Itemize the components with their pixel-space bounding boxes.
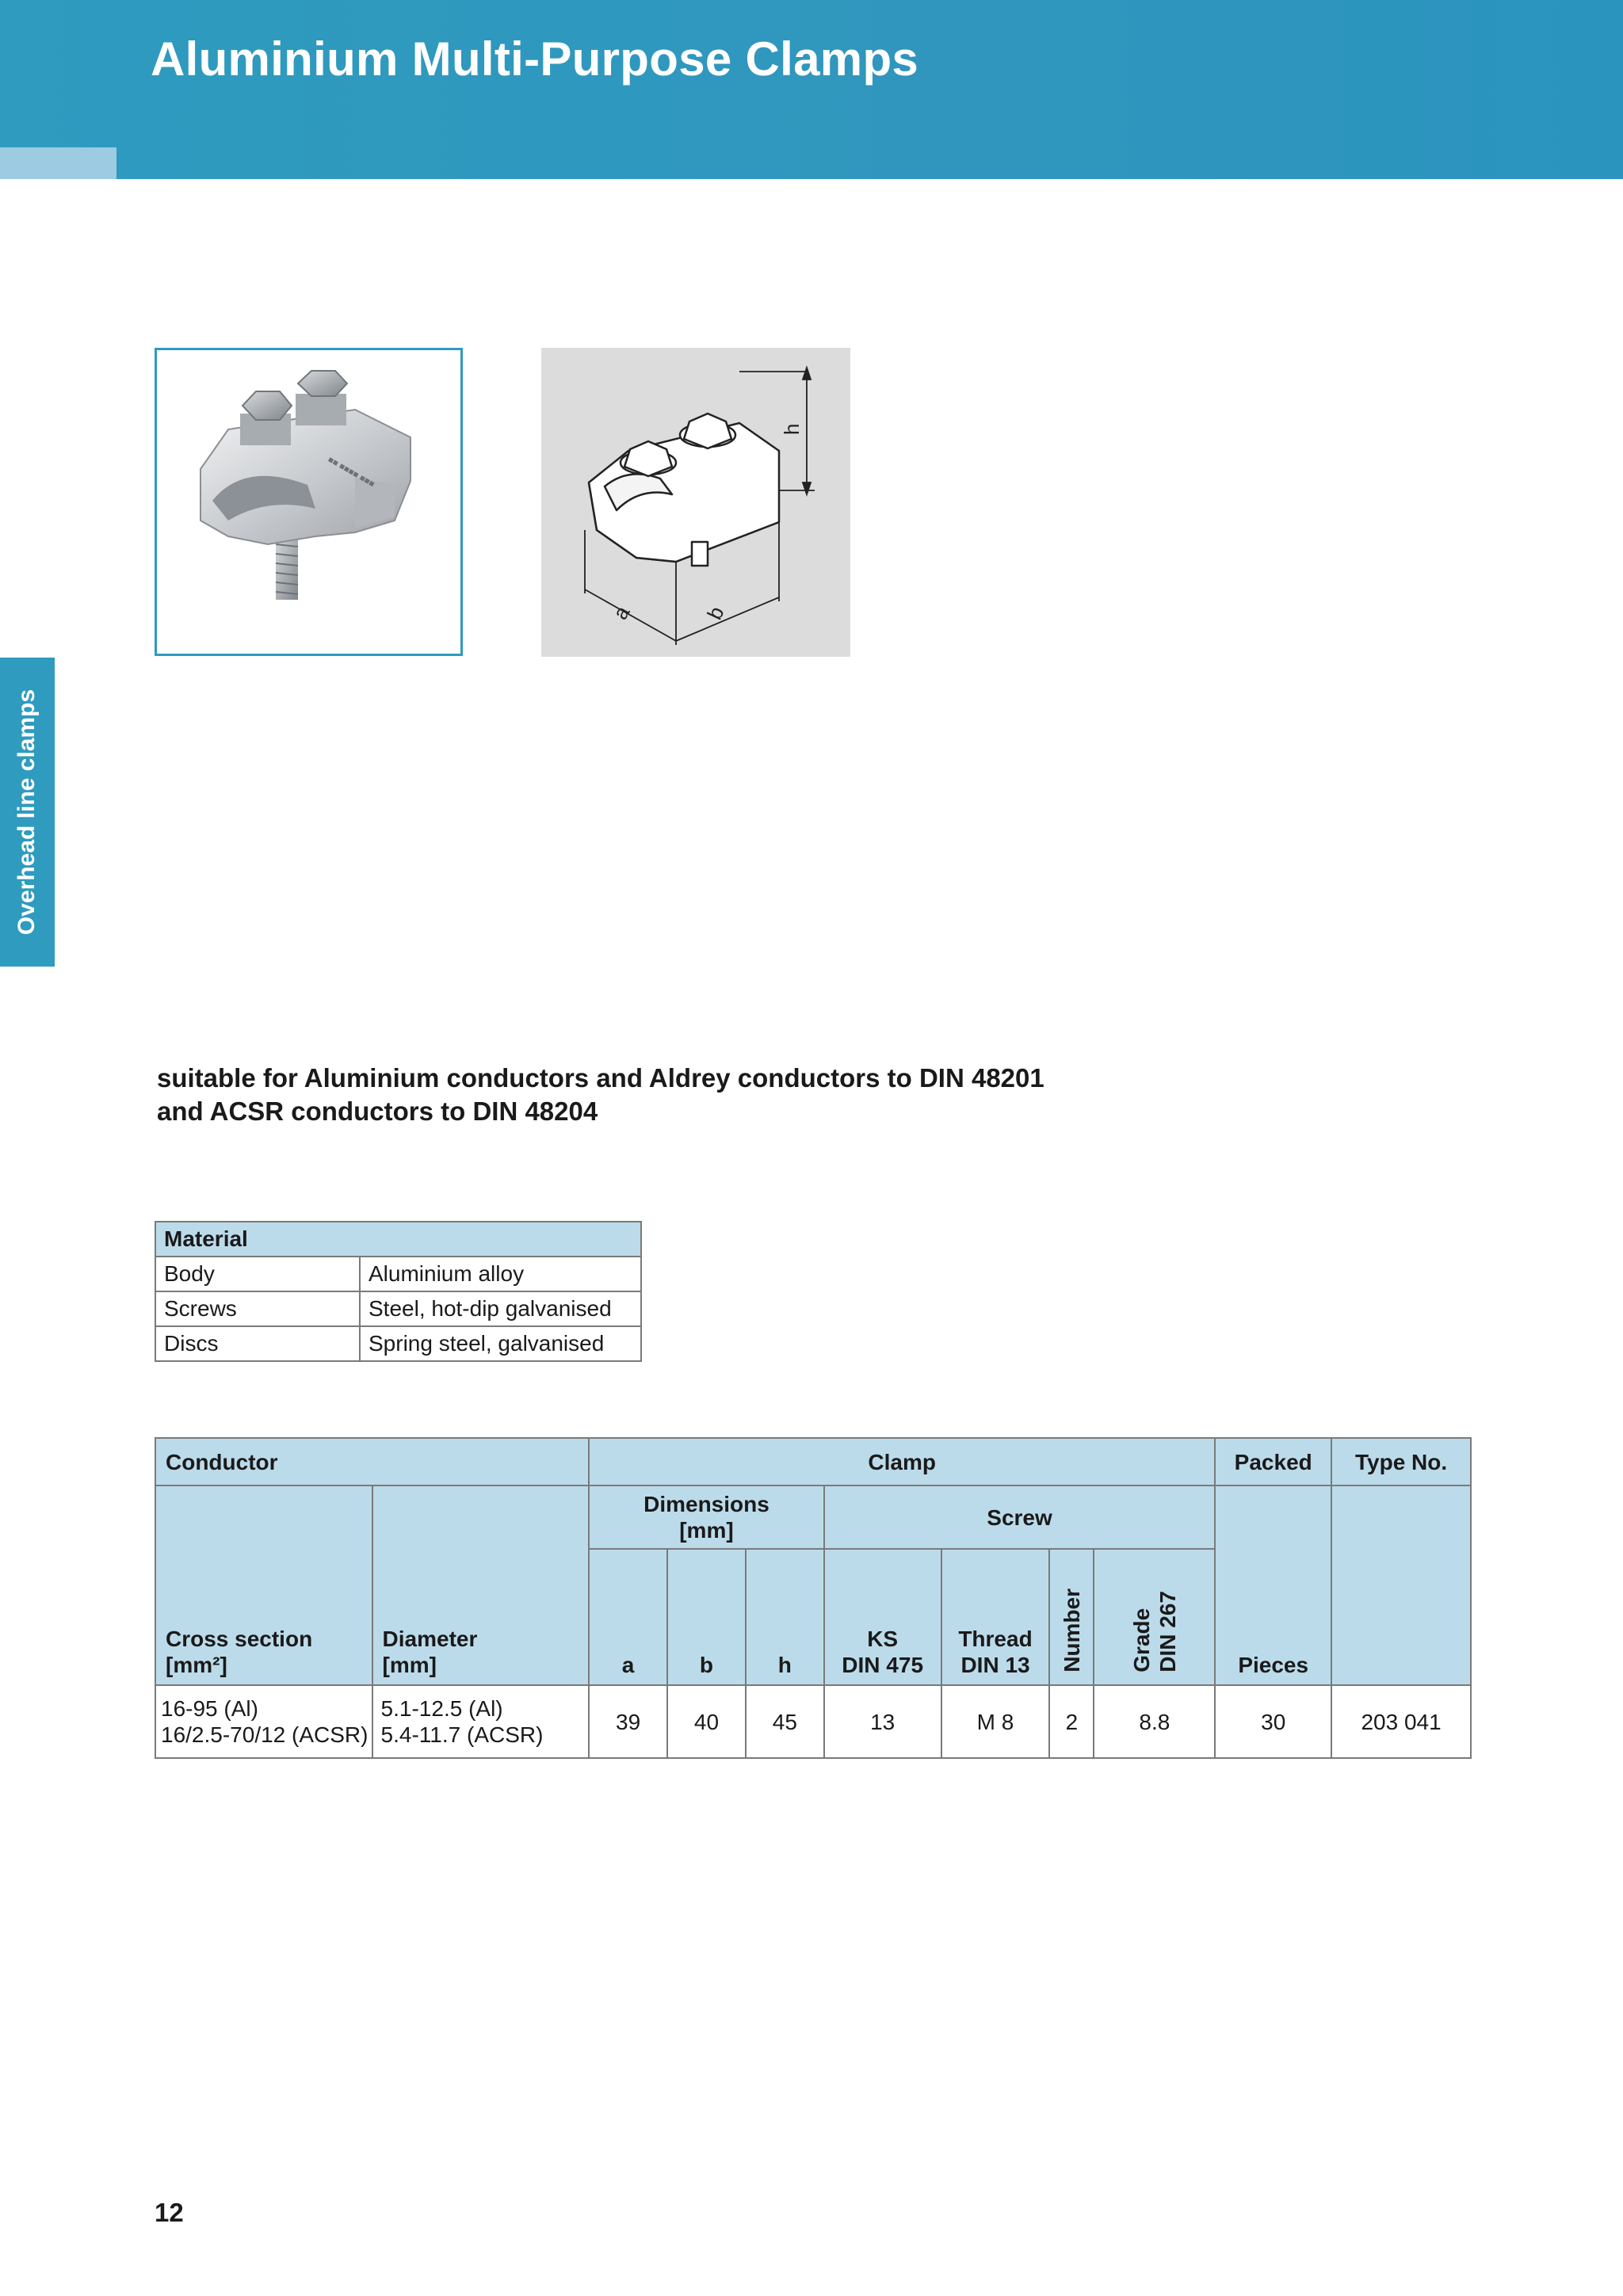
material-header-row xyxy=(155,1222,641,1257)
svg-text:■■ ■■■■ ■■■: ■■ ■■■■ ■■■ xyxy=(326,455,376,490)
clamp-dimension-diagram xyxy=(541,348,850,657)
cell-cross-section-l2: 16/2.5-70/12 (ACSR) xyxy=(161,1722,369,1747)
cell-number: 2 xyxy=(1049,1685,1094,1758)
header-diameter-l2: [mm] xyxy=(382,1653,437,1677)
material-table xyxy=(155,1221,642,1362)
spec-table xyxy=(155,1437,1472,1759)
material-header: Material xyxy=(155,1222,641,1257)
header-packed: Packed xyxy=(1215,1438,1331,1486)
page-title: Aluminium Multi-Purpose Clamps xyxy=(151,32,919,86)
spec-header-row-1 xyxy=(155,1438,1471,1486)
header-dimensions xyxy=(589,1486,824,1549)
header-ks-l2: DIN 475 xyxy=(842,1653,924,1677)
header-cross-section-l2: [mm²] xyxy=(166,1653,227,1677)
intro-line-1: suitable for Aluminium conductors and Aldrey conductors to DIN 48201 xyxy=(157,1063,1044,1093)
cell-a: 39 xyxy=(589,1685,667,1758)
material-part: Screws xyxy=(155,1291,360,1326)
header-type-no-empty xyxy=(1331,1486,1471,1685)
cell-type-no: 203 041 xyxy=(1331,1685,1471,1758)
header-b: b xyxy=(667,1549,746,1685)
header-accent-tab xyxy=(0,147,116,179)
header-clamp: Clamp xyxy=(589,1438,1215,1486)
cell-diameter-l1: 5.1-12.5 (Al) xyxy=(380,1696,503,1721)
header-grade-l2: DIN 267 xyxy=(1155,1591,1180,1672)
header-number-text: Number xyxy=(1059,1589,1084,1672)
header-screw: Screw xyxy=(824,1486,1215,1549)
material-value: Steel, hot-dip galvanised xyxy=(360,1291,641,1326)
cell-cross-section xyxy=(155,1685,372,1758)
header-ks xyxy=(824,1549,941,1685)
header-grade-text xyxy=(1128,1591,1181,1672)
header-cross-section xyxy=(155,1486,372,1685)
header-thread-l2: DIN 13 xyxy=(960,1653,1030,1677)
header-pieces: Pieces xyxy=(1215,1486,1331,1685)
table-row xyxy=(155,1326,641,1361)
header-diameter xyxy=(372,1486,590,1685)
cell-cross-section-l1: 16-95 (Al) xyxy=(161,1696,258,1721)
header-type-no: Type No. xyxy=(1331,1438,1471,1486)
table-row xyxy=(155,1685,1471,1758)
header-dimensions-l2: [mm] xyxy=(679,1518,734,1543)
intro-text xyxy=(157,1062,1044,1128)
drawing-label-b: b xyxy=(702,602,729,624)
table-row xyxy=(155,1291,641,1326)
clamp-photo-image xyxy=(157,350,460,654)
header-ks-l1: KS xyxy=(867,1627,899,1651)
header-cross-section-l1: Cross section xyxy=(166,1627,313,1651)
header-a: a xyxy=(589,1549,667,1685)
drawing-label-a: a xyxy=(608,601,635,624)
page-header xyxy=(0,0,1623,179)
cell-grade: 8.8 xyxy=(1094,1685,1215,1758)
drawing-label-h: h xyxy=(780,423,804,435)
cell-h: 45 xyxy=(746,1685,824,1758)
cell-b: 40 xyxy=(667,1685,746,1758)
page-number: 12 xyxy=(155,2198,184,2227)
header-grade xyxy=(1094,1549,1215,1685)
dimension-drawing xyxy=(541,348,850,657)
material-part: Body xyxy=(155,1257,360,1291)
header-grade-l1: Grade xyxy=(1128,1608,1154,1672)
table-row xyxy=(155,1257,641,1291)
spec-header-row-2 xyxy=(155,1486,1471,1549)
header-thread xyxy=(941,1549,1050,1685)
cell-diameter-l2: 5.4-11.7 (ACSR) xyxy=(380,1722,544,1747)
header-dimensions-l1: Dimensions xyxy=(643,1492,769,1516)
cell-diameter xyxy=(372,1685,590,1758)
header-conductor: Conductor xyxy=(155,1438,589,1486)
material-part: Discs xyxy=(155,1326,360,1361)
cell-thread: M 8 xyxy=(941,1685,1050,1758)
intro-line-2: and ACSR conductors to DIN 48204 xyxy=(157,1097,598,1126)
header-diameter-l1: Diameter xyxy=(382,1627,478,1651)
material-value: Aluminium alloy xyxy=(360,1257,641,1291)
cell-pieces: 30 xyxy=(1215,1685,1331,1758)
material-value: Spring steel, galvanised xyxy=(360,1326,641,1361)
header-number xyxy=(1049,1549,1094,1685)
cell-ks: 13 xyxy=(824,1685,941,1758)
product-photo xyxy=(155,348,463,656)
side-tab-label: Overhead line clamps xyxy=(13,688,40,936)
header-h: h xyxy=(746,1549,824,1685)
header-thread-l1: Thread xyxy=(958,1627,1033,1651)
